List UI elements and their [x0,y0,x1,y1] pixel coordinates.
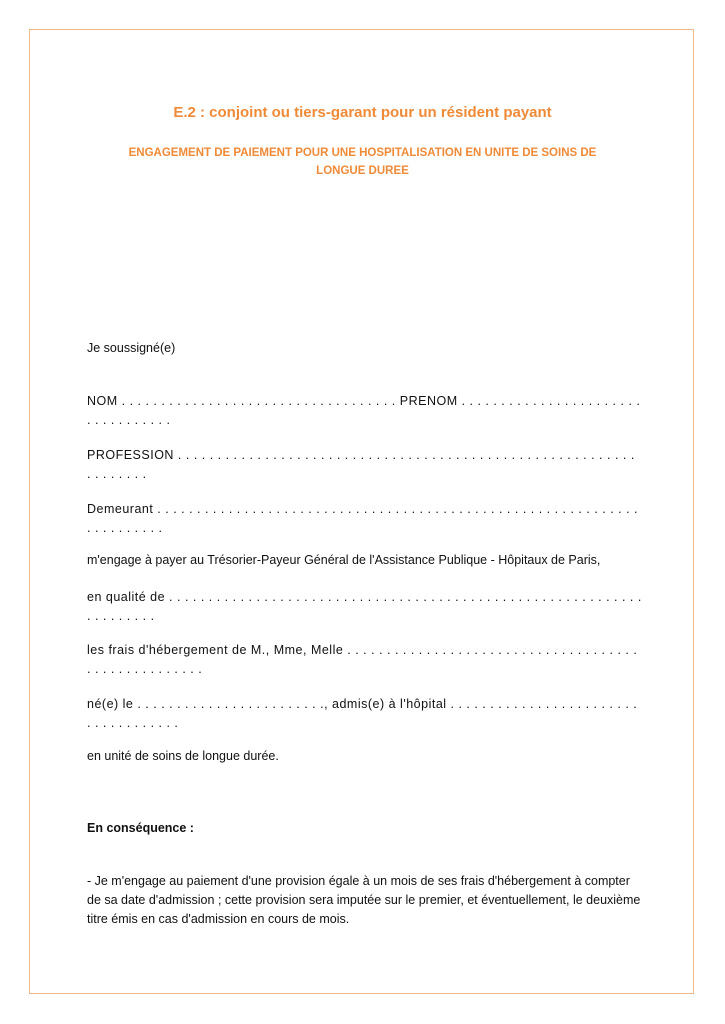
profession-field: PROFESSION . . . . . . . . . . . . . . . . . . . . . . . . . . . . . . . . . . . . . . . . . . . . . . . . . . . . . . . . . . . . . . . . . . [87,448,635,481]
nom-prenom-field: NOM . . . . . . . . . . . . . . . . . . . . . . . . . . . . . . . . . . . PRENOM . . . . . . . . . . . . . . . . . . . . . . . . . . . . . . . . . . [87,394,641,427]
frais-field: les frais d'hébergement de M., Mme, Melle . . . . . . . . . . . . . . . . . . . . . . . . . . . . . . . . . . . . . . . . . . . . . . . . . . . . [87,643,638,676]
intro-text: Je soussigné(e) [87,341,176,355]
engagement-text: m'engage à payer au Trésorier-Payeur Général de l'Assistance Publique - Hôpitaux de Paris, [87,553,601,567]
qualite-field: en qualité de . . . . . . . . . . . . . . . . . . . . . . . . . . . . . . . . . . . . . . . . . . . . . . . . . . . . . . . . . . . . . . . . . . . . . [87,590,642,623]
document-subtitle: ENGAGEMENT DE PAIEMENT POUR UNE HOSPITALISATION EN UNITE DE SOINS DE LONGUE DUREE [128,147,597,177]
consequence-heading: En conséquence : [87,821,194,835]
naissance-admission-field: né(e) le . . . . . . . . . . . . . . . . . . . . . . . ., admis(e) à l'hôpital . . . . . . . . . . . . . . . . . . . . . . . . . . . . . . . . . . . . [87,697,638,730]
demeurant-field: Demeurant . . . . . . . . . . . . . . . . . . . . . . . . . . . . . . . . . . . . . . . . . . . . . . . . . . . . . . . . . . . . . . . . . . . . . . . [87,502,639,535]
provision-paragraph: - Je m'engage au paiement d'une provision égale à un mois de ses frais d'hébergement à compter de sa date d'admission ; cette provision sera imputée sur le premier, et éventuellement, le deuxième titre émis en cas d'admission en cours de mois. [87,874,641,926]
unite-text: en unité de soins de longue durée. [87,749,279,763]
document-title: E.2 : conjoint ou tiers-garant pour un résident payant [173,104,552,121]
